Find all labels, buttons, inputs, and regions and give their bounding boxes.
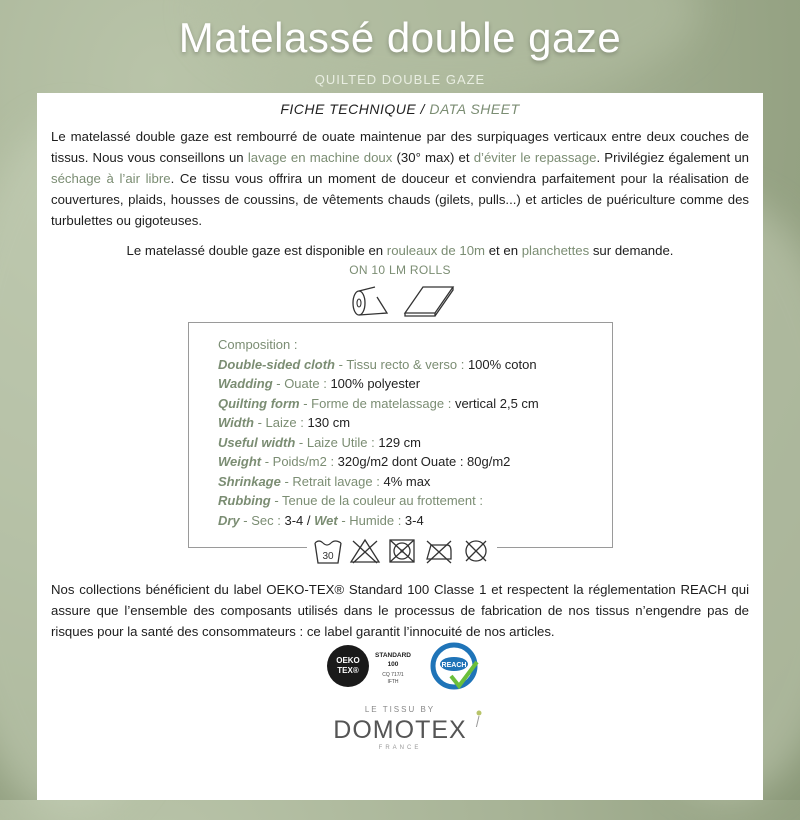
data-sheet-panel — [37, 93, 763, 800]
composition-box — [188, 322, 613, 548]
intro-highlight-wash: lavage en machine doux — [247, 150, 393, 165]
intro-text-3: . Privilégiez également un — [596, 150, 749, 165]
intro-paragraph — [51, 126, 749, 231]
brand-name: DOMOTEX — [333, 716, 467, 744]
composition-row: Useful width - Laize Utile : 129 cm — [218, 434, 422, 450]
availability-text-b: et en — [485, 243, 522, 258]
availability-boards: planchettes — [521, 243, 590, 258]
no-iron-icon — [423, 537, 455, 565]
composition-row: Wadding - Ouate : 100% polyester — [218, 376, 421, 391]
availability-rolls: rouleaux de 10m — [386, 243, 486, 258]
composition-heading: Composition : — [218, 337, 298, 352]
standard-number: 100 — [387, 661, 399, 668]
certification-logos-svg — [327, 640, 487, 700]
care-symbols — [307, 533, 497, 569]
composition-row: Quilting form - Forme de matelassage : vertical 2,5 cm — [218, 395, 539, 411]
no-bleach-icon — [349, 537, 381, 565]
availability-text-c: sur demande. — [589, 243, 674, 258]
intro-highlight-dry: séchage à l’air libre — [51, 171, 171, 186]
page-title: Matelassé double gaze — [178, 14, 622, 61]
reach-logo — [433, 645, 477, 687]
intro-highlight-iron: d’éviter le repassage — [473, 150, 597, 165]
composition-row: Width - Laize : 130 cm — [218, 415, 351, 430]
composition-row: Rubbing - Tenue de la couleur au frottement : — [218, 493, 483, 508]
intro-text-2: (30° max) et — [392, 150, 474, 165]
sheet-heading-en: DATA SHEET — [429, 101, 520, 117]
sheet-heading — [37, 101, 763, 117]
page-subtitle: QUILTED DOUBLE GAZE — [314, 72, 486, 87]
no-dry-clean-icon — [461, 537, 491, 565]
fabric-board-icon — [401, 283, 457, 319]
rolls-label: ON 10 LM ROLLS — [349, 263, 451, 277]
composition-list — [218, 335, 539, 530]
sheet-heading-fr: FICHE TECHNIQUE / — [280, 101, 430, 117]
no-tumble-dry-icon — [387, 537, 417, 565]
composition-row: Weight - Poids/m2 : 320g/m2 dont Ouate : 80g/m2 — [218, 454, 511, 469]
brand-by: LE TISSU BY — [364, 705, 436, 714]
tex-text: TEX® — [337, 666, 359, 675]
oeko-text: OEKO — [336, 656, 360, 665]
composition-row-rubbing: Dry - Sec : 3-4 / Wet - Humide : 3-4 — [218, 512, 424, 528]
composition-row: Double-sided cloth - Tissu recto & verso : 100% coton — [218, 356, 537, 372]
reach-text: REACH — [441, 662, 467, 669]
fabric-roll-icon — [349, 283, 393, 319]
availability-line — [37, 243, 763, 258]
certification-logos — [327, 640, 487, 700]
brand-country: FRANCE — [378, 745, 422, 751]
wash-30-icon — [313, 537, 343, 565]
wash-temp-label: 30 — [322, 551, 334, 562]
intro-text-1: Le matelassé double gaze est rembourré de ouate maintenue par des surpiquages verticaux entre deux couches de tissus. Nous vous conseillons un — [51, 129, 749, 165]
composition-row: Shrinkage - Retrait lavage : 4% max — [218, 473, 431, 489]
availability-text-a: Le matelassé double gaze est disponible en — [126, 243, 387, 258]
label-paragraph: Nos collections bénéficient du label OEKO-TEX® Standard 100 Classe 1 et respectent la réglementation REACH qui assure que l’ensemble des composants utilisés dans le processus de fabrication de nos tissus n’engendre pas de risques pour la santé des consommateurs : ce label garantit l’innocuité de nos articles. — [51, 582, 749, 639]
brand-dot-icon — [469, 707, 489, 727]
domotex-logo — [307, 705, 493, 765]
format-icons — [349, 283, 459, 319]
standard-text: STANDARD — [375, 652, 411, 659]
intro-text-4: . Ce tissu vous offrira un moment de douceur et conviendra parfaitement pour la réalisation de couvertures, plaids, housses de coussins, de vêtements chauds (gilets, pulls...) et articles de puériculture comme des turbulettes ou gigoteuses. — [51, 171, 750, 228]
oeko-tex-logo — [327, 645, 411, 687]
ifth-text: IFTH — [387, 679, 399, 685]
cq-number: CQ 717/1 — [382, 672, 404, 678]
